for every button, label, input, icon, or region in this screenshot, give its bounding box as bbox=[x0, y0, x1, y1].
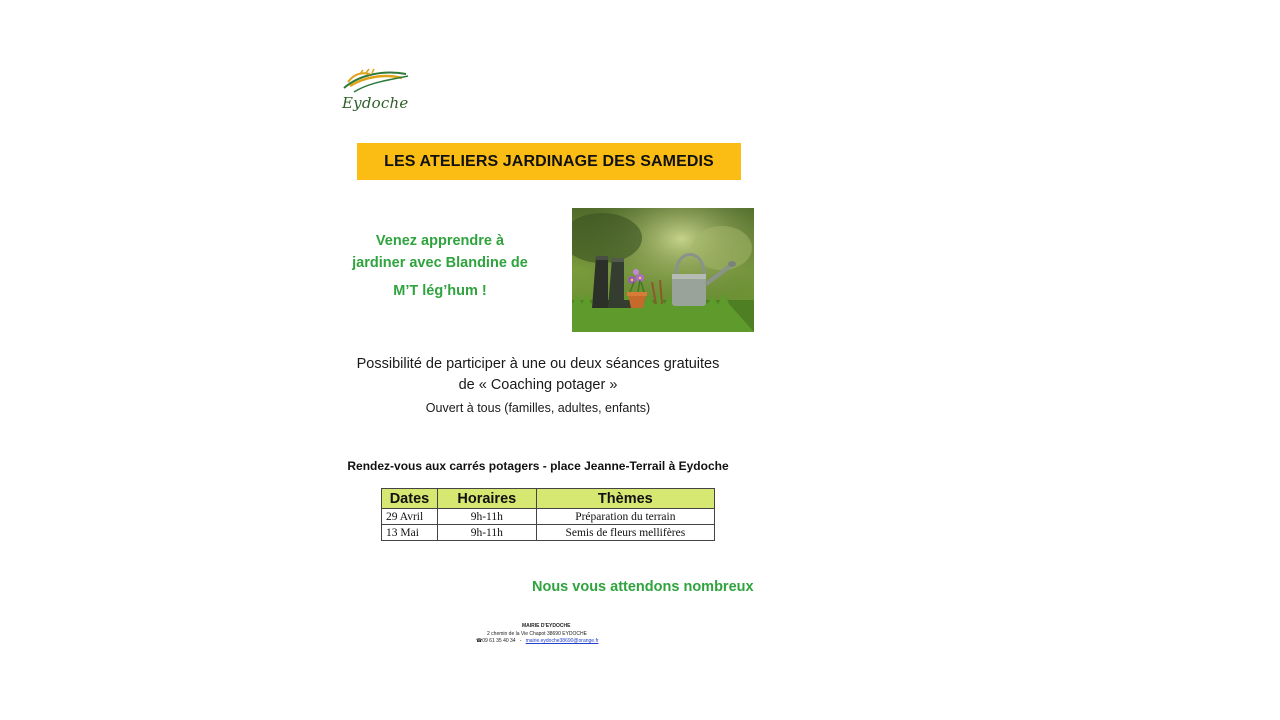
invite-line-2: jardiner avec Blandine de bbox=[352, 255, 528, 271]
offer-line-2: de « Coaching potager » bbox=[458, 377, 618, 393]
garden-photo bbox=[572, 208, 754, 332]
cell-date: 29 Avril bbox=[382, 509, 438, 525]
footer-phone: ☎09 61 35 40 34 bbox=[476, 638, 516, 644]
footer-org: MAIRIE D'EYDOCHE bbox=[522, 623, 571, 629]
cell-theme: Préparation du terrain bbox=[536, 509, 714, 525]
table-row bbox=[382, 509, 715, 525]
cell-horaire: 9h-11h bbox=[437, 525, 536, 541]
offer-line-1: Possibilité de participer à une ou deux séances gratuites bbox=[356, 356, 720, 372]
page-title-banner: LES ATELIERS JARDINAGE DES SAMEDIS bbox=[357, 143, 741, 180]
cell-date: 13 Mai bbox=[382, 525, 438, 541]
header-themes: Thèmes bbox=[536, 489, 714, 509]
footer-email-link[interactable]: mairie.eydoche38690@orange.fr bbox=[525, 638, 599, 644]
invite-line-1: Venez apprendre à bbox=[375, 233, 505, 249]
cell-theme: Semis de fleurs mellifères bbox=[536, 525, 714, 541]
header-dates: Dates bbox=[382, 489, 438, 509]
eydoche-logo bbox=[340, 66, 412, 128]
offer-text bbox=[330, 354, 746, 396]
offer-audience: Ouvert à tous (familles, adultes, enfants) bbox=[425, 401, 651, 415]
footer-address: 2 chemin de la Vie Chapot 38690 EYDOCHE bbox=[487, 631, 587, 637]
logo-wordmark: Eydoche bbox=[342, 94, 409, 112]
header-horaires: Horaires bbox=[437, 489, 536, 509]
table-row bbox=[382, 525, 715, 541]
invite-line-3: M’T lég’hum ! bbox=[393, 283, 487, 299]
table-header-row bbox=[382, 489, 715, 509]
schedule-table bbox=[381, 488, 715, 541]
invite-text bbox=[345, 230, 535, 302]
cell-horaire: 9h-11h bbox=[437, 509, 536, 525]
closing-text: Nous vous attendons nombreux bbox=[532, 579, 754, 595]
meeting-point: Rendez-vous aux carrés potagers - place Jeanne-Terrail à Eydoche bbox=[347, 459, 729, 473]
footer-contact: ☎09 61 35 40 34 - mairie.eydoche38690@orange.fr bbox=[476, 638, 599, 644]
